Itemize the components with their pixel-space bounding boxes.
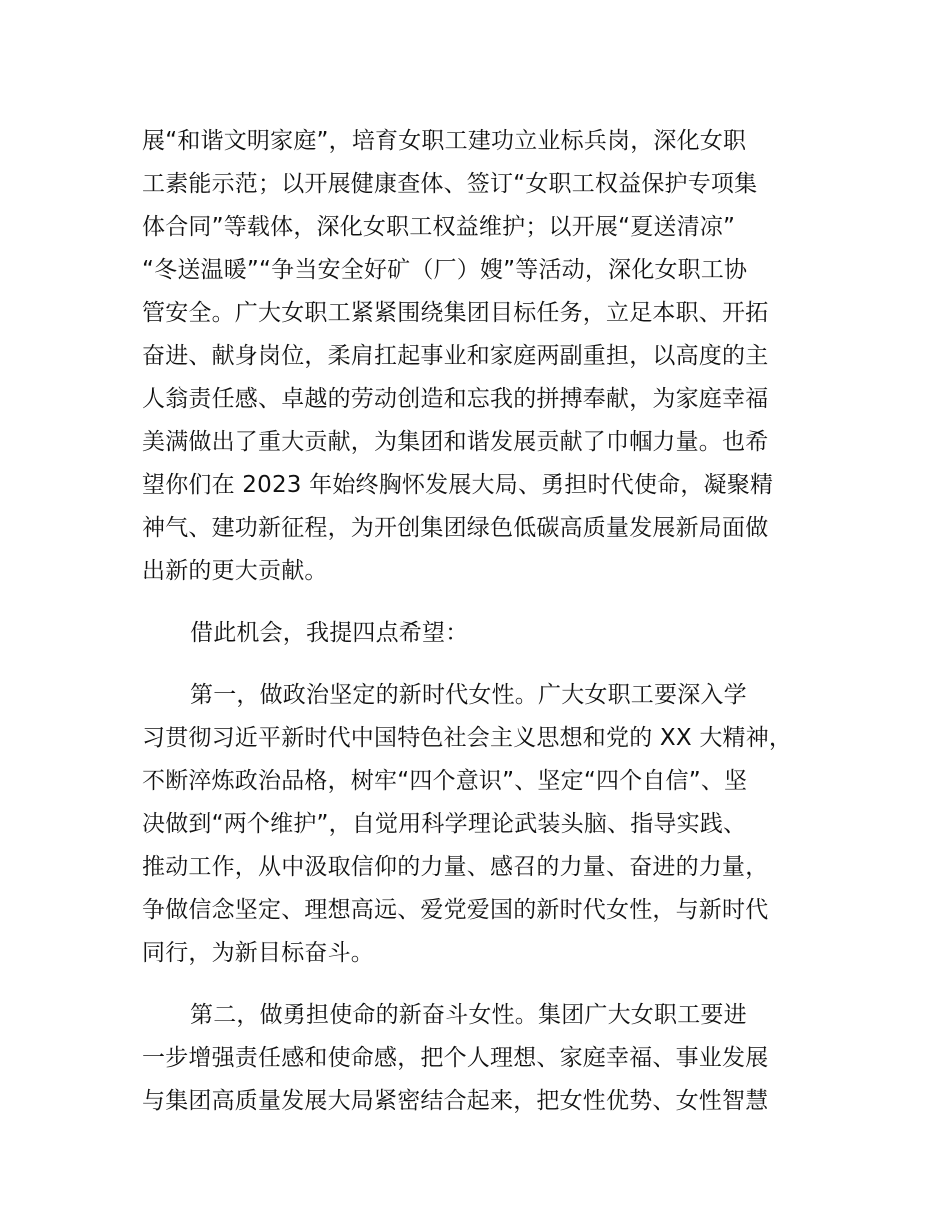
text-line: 争做信念坚定、理想高远、爱党爱国的新时代女性，与新时代 (142, 897, 769, 923)
text-line: 借此机会，我提四点希望： (190, 620, 469, 646)
text-line: 第二，做勇担使命的新奋斗女性。集团广大女职工要进 (190, 1002, 747, 1028)
text-line: 不断淬炼政治品格，树牢“四个意识”、坚定“四个自信”、坚 (142, 768, 748, 794)
text-line: 同行，为新目标奋斗。 (142, 940, 374, 966)
text-line: 展“和谐文明家庭”，培育女职工建功立业标兵岗，深化女职 (142, 128, 747, 154)
text-line: 工素能示范；以开展健康查体、签订“女职工权益保护专项集 (142, 171, 758, 197)
text-line: 一步增强责任感和使命感，把个人理想、家庭幸福、事业发展 (142, 1045, 769, 1071)
text-line: 奋进、献身岗位，柔肩扛起事业和家庭两副重担，以高度的主 (142, 343, 769, 369)
text-line: 推动工作，从中汲取信仰的力量、感召的力量、奋进的力量， (142, 854, 769, 880)
text-line: 体合同”等载体，深化女职工权益维护；以开展“夏送清凉” (142, 214, 736, 240)
text-line: 习贯彻习近平新时代中国特色社会主义思想和党的 XX 大精神， (142, 725, 793, 751)
text-line: 出新的更大贡献。 (142, 558, 328, 584)
text-line: 第一，做政治坚定的新时代女性。广大女职工要深入学 (190, 682, 747, 708)
text-line: 美满做出了重大贡献，为集团和谐发展贡献了巾帼力量。也希 (142, 429, 769, 455)
text-line: “冬送温暖”“争当安全好矿（厂）嫂”等活动，深化女职工协 (142, 257, 748, 283)
text-line: 望你们在 2023 年始终胸怀发展大局、勇担时代使命，凝聚精 (142, 472, 774, 498)
text-line: 与集团高质量发展大局紧密结合起来，把女性优势、女性智慧 (142, 1088, 769, 1114)
text-line: 决做到“两个维护”，自觉用科学理论武装头脑、指导实践、 (142, 811, 747, 837)
text-line: 神气、建功新征程，为开创集团绿色低碳高质量发展新局面做 (142, 515, 769, 541)
text-line: 管安全。广大女职工紧紧围绕集团目标任务，立足本职、开拓 (142, 300, 769, 326)
text-line: 人翁责任感、卓越的劳动创造和忘我的拼搏奉献，为家庭幸福 (142, 386, 769, 412)
